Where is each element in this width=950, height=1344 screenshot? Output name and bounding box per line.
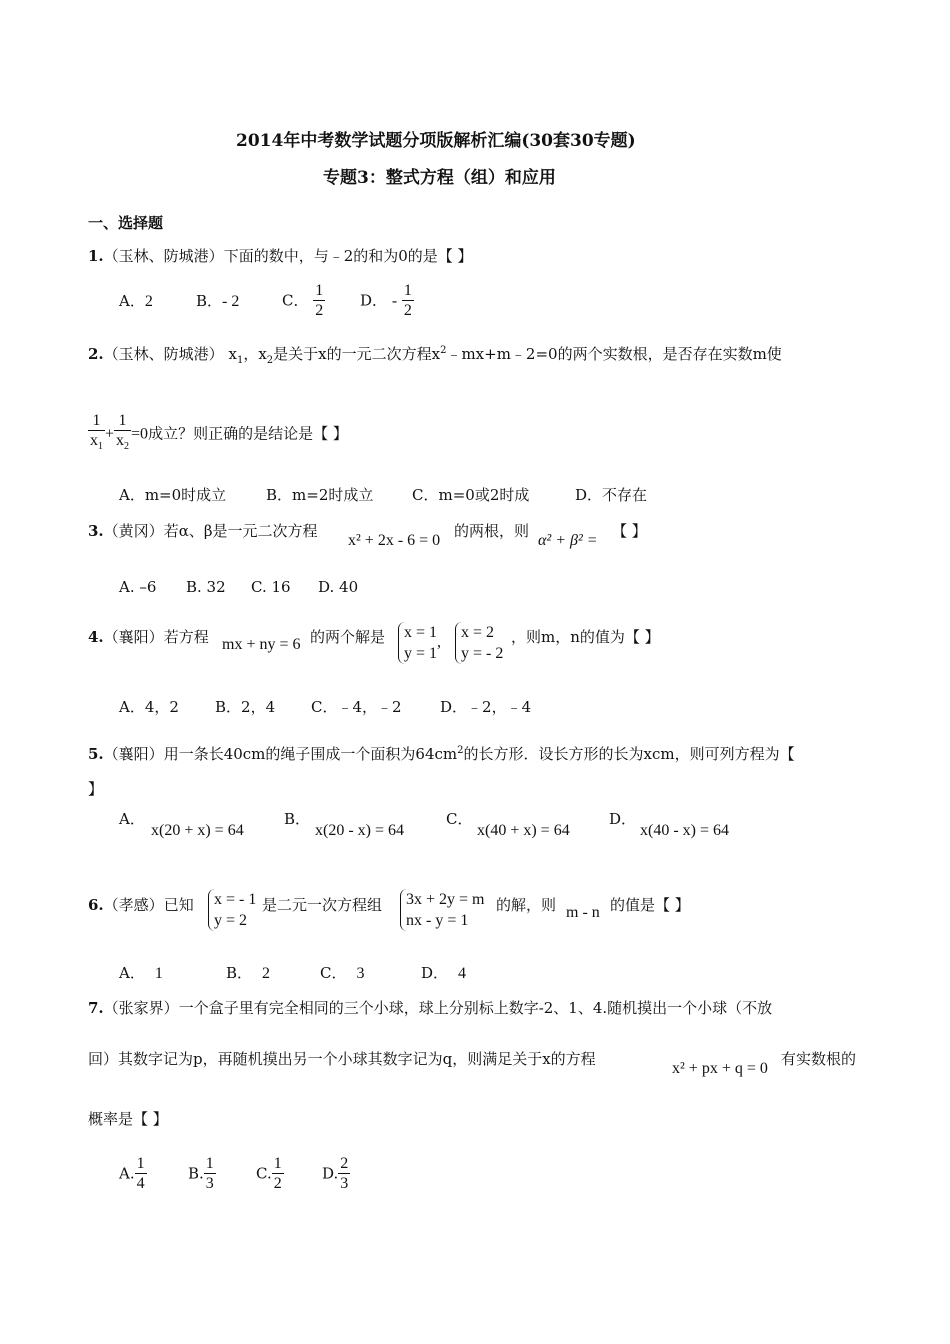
section-heading: 一、选择题	[88, 214, 164, 232]
question-7	[88, 997, 772, 1019]
question-text-cont: ﹣mx+m﹣2=0的两个实数根，是否存在实数m使	[446, 345, 782, 363]
equals-zero: =0	[131, 425, 149, 443]
option-label: A．	[119, 292, 145, 310]
question-2	[88, 340, 782, 372]
q2-option-a: A．m=0时成立	[119, 486, 227, 504]
superscript: 2	[440, 345, 447, 356]
q4-system-2: x = 2 y = - 2	[455, 622, 503, 664]
option-label: C．	[282, 291, 309, 310]
q5-option-a-label: A．	[119, 810, 145, 828]
q2-option-b: B．m=2时成立	[266, 486, 374, 504]
q3-option-c: C. 16	[251, 578, 291, 596]
q7-line-3: 概率是【 】	[88, 1110, 168, 1128]
q1-option-b	[196, 290, 239, 311]
var-x2: ，x	[243, 345, 267, 363]
q7-option-c: C. $\frac{1}{2}$	[256, 1155, 282, 1192]
q5-option-b-eq: x(20 - x) = 64	[315, 822, 405, 839]
q5-option-c-label: C．	[446, 810, 473, 828]
question-4	[88, 626, 209, 648]
q4-equation: mx + ny = 6	[222, 636, 301, 653]
q4-option-d: D．﹣2，﹣4	[440, 698, 532, 716]
q6-system-1: x = - 1 y = 2	[208, 889, 256, 931]
question-text: 已知	[163, 896, 194, 914]
question-3	[88, 520, 318, 542]
q1-option-d	[360, 282, 414, 321]
q3-bracket: 【 】	[612, 522, 647, 540]
q7-option-b: B. $\frac{1}{3}$	[188, 1155, 214, 1192]
q5-option-d-label: D．	[609, 810, 637, 828]
q4-option-a: A．4，2	[119, 698, 179, 716]
question-text: 用一条长40cm的绳子围成一个面积为64cm	[163, 745, 458, 763]
question-number: 5.	[88, 745, 104, 763]
q6-option-d: D． 4	[421, 964, 467, 982]
q3-option-a: A. –6	[119, 578, 157, 596]
q5-bracket-close: 】	[88, 780, 104, 798]
q7-line-2: 回）其数字记为p，再随机摸出另一个小球其数字记为q，则满足关于x的方程	[88, 1050, 596, 1068]
question-source: （孝感）	[103, 896, 164, 914]
question-text-cont: 成立？则正确的是结论是【 】	[148, 424, 348, 443]
option-value: 2	[144, 293, 153, 310]
question-text-cont: 的长方形．设长方形的长为xcm，则可列方程为【	[463, 745, 795, 763]
q6-option-a: A． 1	[119, 964, 163, 982]
q7-line-2-tail: 有实数根的	[781, 1050, 857, 1068]
question-5	[88, 740, 795, 765]
option-label: D．	[360, 291, 388, 310]
question-number: 2.	[88, 345, 104, 363]
question-number: 3.	[88, 522, 104, 540]
question-6	[88, 894, 194, 916]
question-1	[88, 245, 473, 267]
question-number: 4.	[88, 628, 104, 646]
superscript: 2	[457, 745, 464, 756]
q6-text-b: 是二元一次方程组	[262, 896, 383, 914]
question-number: 1.	[88, 247, 104, 265]
q6-option-b: B． 2	[226, 964, 271, 982]
q3-option-d: D. 40	[318, 578, 359, 596]
fraction: $\frac{1}{2}$	[403, 282, 412, 319]
q6-text-d: 的值是【 】	[610, 896, 690, 914]
q5-option-c-eq: x(40 + x) = 64	[477, 822, 570, 839]
q5-option-d-eq: x(40 - x) = 64	[640, 822, 730, 839]
q1-option-a	[119, 290, 153, 311]
question-text: 一个盒子里有完全相同的三个小球，球上分别标上数字-2、1、4.随机摸出一个小球（不放	[178, 999, 773, 1017]
fraction-1-over-x2: $\frac{1}{x_2}$	[116, 412, 130, 453]
q4-text-c: ，则m，n的值为【 】	[511, 628, 660, 646]
q3-expression: α² + β² =	[538, 532, 598, 549]
question-text: 是关于x的一元二次方程x	[273, 345, 441, 363]
q6-option-c: C． 3	[320, 964, 365, 982]
var-x1: x	[228, 345, 237, 363]
fraction-1-over-x1: $\frac{1}{x_1}$	[90, 412, 103, 453]
q4-text-b: 的两个解是	[310, 628, 386, 646]
question-text: 若α、β是一元二次方程	[163, 522, 318, 540]
q1-option-c	[282, 282, 325, 321]
question-source: （张家界）	[103, 999, 179, 1017]
subscript: 2	[266, 355, 274, 366]
document-subtitle: 专题3：整式方程（组）和应用	[323, 168, 556, 188]
fraction: $\frac{1}{2}$	[315, 282, 324, 319]
q3-text-b: 的两根，则	[454, 522, 530, 540]
question-source: （襄阳）	[103, 628, 164, 646]
q5-option-b-label: B．	[284, 810, 311, 828]
q7-option-d: D. $\frac{2}{3}$	[322, 1155, 349, 1192]
question-text: 若方程	[163, 628, 209, 646]
document-title: 2014年中考数学试题分项版解析汇编(30套30专题)	[236, 131, 636, 151]
q5-option-a-eq: x(20 + x) = 64	[151, 822, 244, 839]
q4-option-b: B．2，4	[215, 698, 276, 716]
question-source: （玉林、防城港）	[103, 247, 224, 265]
option-value: - 2	[222, 293, 240, 310]
option-label: B．	[196, 292, 223, 310]
q4-option-c: C．﹣4，﹣2	[311, 698, 402, 716]
q2-option-d: D．不存在	[575, 486, 648, 504]
question-source: （襄阳）	[103, 745, 164, 763]
q6-system-2: 3x + 2y = m nx - y = 1	[400, 889, 485, 931]
q3-equation: x² + 2x - 6 = 0	[348, 532, 441, 549]
q7-equation: x² + px + q = 0	[672, 1060, 768, 1077]
q2-condition	[88, 412, 348, 457]
question-number: 7.	[88, 999, 104, 1017]
subscript: 1	[236, 355, 244, 366]
q6-expression: m - n	[566, 904, 600, 921]
question-source: （黄冈）	[103, 522, 164, 540]
plus-sign: +	[105, 425, 115, 443]
q4-system-1: x = 1 y = 1 ,	[398, 622, 441, 664]
question-number: 6.	[88, 896, 104, 914]
q6-text-c: 的解，则	[496, 896, 557, 914]
question-text: 下面的数中，与﹣2的和为0的是【 】	[223, 247, 473, 265]
q3-option-b: B. 32	[186, 578, 226, 596]
q2-option-c: C．m=0或2时成	[412, 486, 530, 504]
minus-sign: -	[391, 292, 398, 310]
q7-option-a: A. $\frac{1}{4}$	[119, 1155, 145, 1192]
question-source: （玉林、防城港）	[103, 345, 224, 363]
